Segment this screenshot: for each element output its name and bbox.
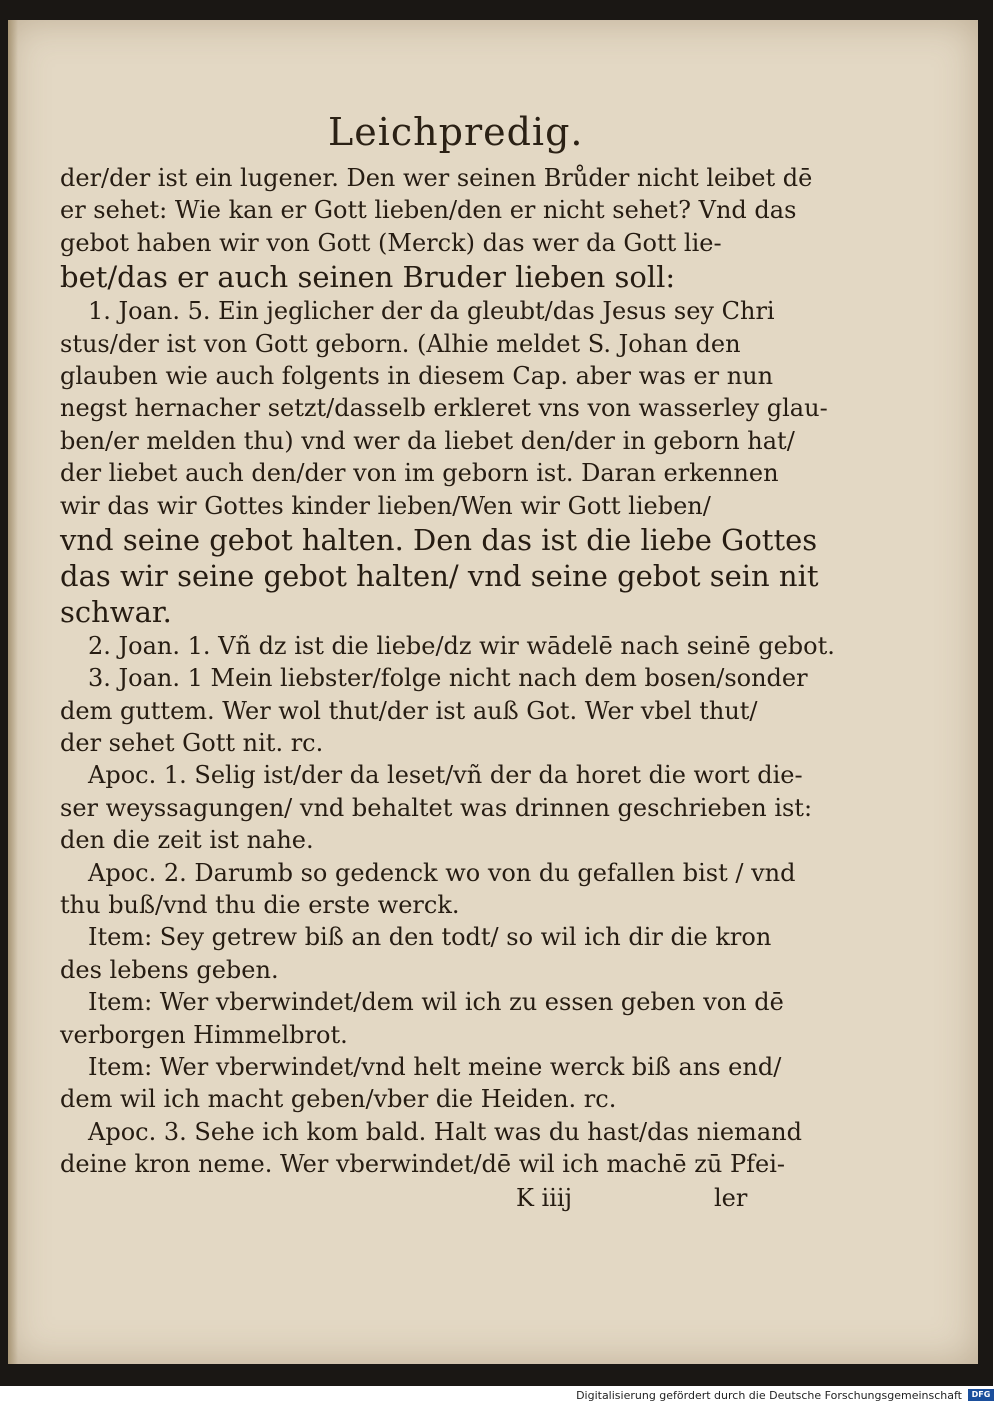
text-line: Apoc. 3. Sehe ich kom bald. Halt was du hast/das niemand [88,1117,802,1146]
text-line: vnd seine gebot halten. Den das ist die liebe Gottes [60,522,818,557]
text-line: der liebet auch den/der von im geborn ist. Daran erkennen [60,459,779,488]
text-line: 1. Joan. 5. Ein jeglicher der da gleubt/das Jesus sey Chri [88,297,775,326]
text-line: dem guttem. Wer wol thut/der ist auß Got. Wer vbel thut/ [60,696,758,725]
book-page [8,20,978,1364]
text-line: Item: Wer vberwindet/vnd helt meine werck biß ans end/ [88,1052,782,1081]
text-line: wir das wir Gottes kinder lieben/Wen wir Gott lieben/ [60,491,711,520]
text-line: Apoc. 2. Darumb so gedenck wo von du gefallen bist / vnd [88,858,796,887]
text-line: das wir seine gebot halten/ vnd seine gebot sein nit [60,558,819,593]
text-line: verborgen Himmelbrot. [60,1020,348,1049]
text-line: stus/der ist von Gott geborn. (Alhie meldet S. Johan den [60,329,741,358]
text-line: Item: Wer vberwindet/dem wil ich zu essen geben von dē [88,988,784,1017]
signature-mark: K iiij [516,1184,573,1212]
dfg-logo: DFG [968,1389,994,1401]
text-line: dem wil ich macht geben/vber die Heiden. rc. [60,1085,617,1114]
text-line: gebot haben wir von Gott (Merck) das wer da Gott lie- [60,228,722,257]
text-line: bet/das er auch seinen Bruder lieben soll: [60,260,676,295]
text-line: der/der ist ein lugener. Den wer seinen Brůder nicht leibet dē [60,164,813,192]
text-line: 2. Joan. 1. Vñ dz ist die liebe/dz wir wādelē nach seinē gebot. [88,631,835,660]
running-head: Leichpredig. [328,110,584,154]
text-block [60,162,835,1181]
digitization-credit: Digitalisierung gefördert durch die Deutsche Forschungsgemeinschaft [576,1389,962,1402]
text-line: schwar. [60,594,172,629]
text-line: glauben wie auch folgents in diesem Cap. aber was er nun [60,361,774,390]
text-line: Apoc. 1. Selig ist/der da leset/vñ der da horet die wort die- [88,761,803,790]
text-line: des lebens geben. [60,955,279,984]
text-line: ben/er melden thu) vnd wer da liebet den/der in geborn hat/ [60,426,795,455]
catchword: ler [714,1184,748,1212]
text-line: deine kron neme. Wer vberwindet/dē wil ich machē zū Pfei- [60,1150,786,1179]
text-line: 3. Joan. 1 Mein liebster/folge nicht nach dem bosen/sonder [88,664,808,693]
text-line: den die zeit ist nahe. [60,826,314,855]
text-line: Item: Sey getrew biß an den todt/ so wil ich dir die kron [88,923,772,952]
text-line: negst hernacher setzt/dasselb erkleret vns von wasserley glau- [60,394,828,423]
text-line: ser weyssagungen/ vnd behaltet was drinnen geschrieben ist: [60,793,813,822]
text-line: thu buß/vnd thu die erste werck. [60,891,460,920]
text-line: der sehet Gott nit. rc. [60,729,324,758]
text-line: er sehet: Wie kan er Gott lieben/den er nicht sehet? Vnd das [60,196,797,225]
